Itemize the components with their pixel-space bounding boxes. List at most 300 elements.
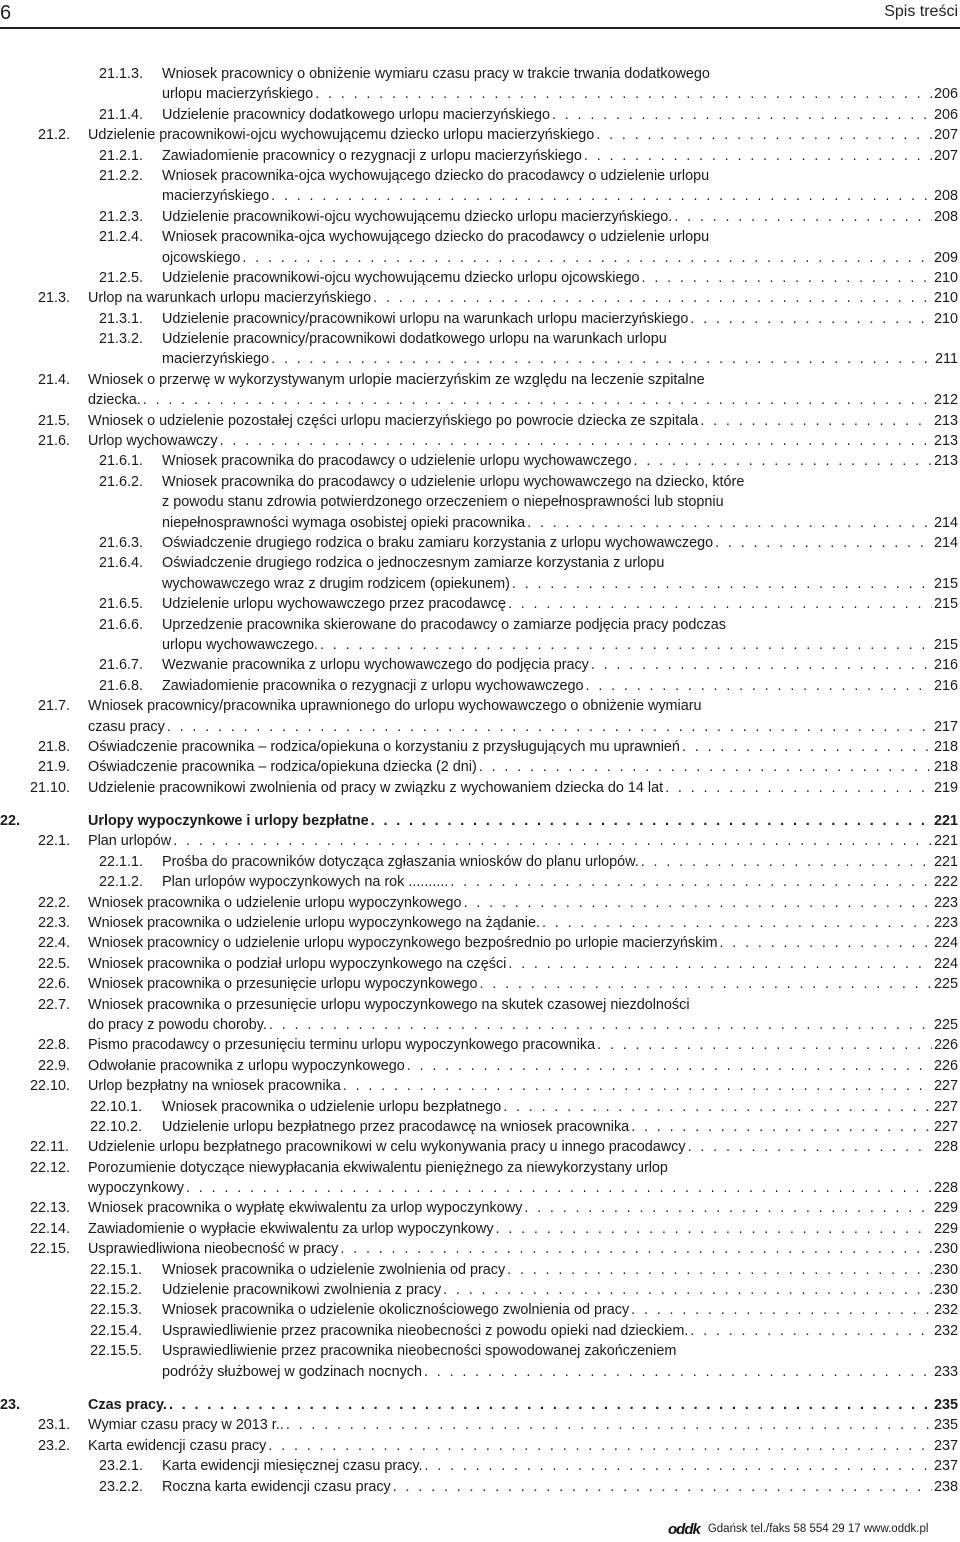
dot-leader bbox=[424, 1362, 932, 1382]
toc-page-number: 229 bbox=[933, 1200, 958, 1217]
toc-page-number: 226 bbox=[933, 1057, 958, 1074]
dot-leader bbox=[167, 717, 932, 737]
toc-number: 21.2.1. bbox=[99, 147, 144, 164]
toc-title: Wniosek o przerwę w wykorzystywanym urlopie macierzyńskim ze względu na leczenie szpitalne bbox=[88, 371, 705, 388]
toc-number: 22.15. bbox=[30, 1241, 71, 1258]
toc-chapter bbox=[0, 1395, 960, 1415]
toc-page-number: 228 bbox=[933, 1180, 958, 1197]
toc-title: Udzielenie pracownikowi-ojcu wychowującemu dziecko urlopu macierzyńskiego bbox=[88, 127, 595, 144]
toc-page-number: 209 bbox=[933, 249, 958, 266]
toc-title: Karta ewidencji miesięcznej czasu pracy. bbox=[162, 1458, 423, 1475]
toc-page-number: 206 bbox=[933, 86, 958, 103]
toc-page-number: 221 bbox=[933, 833, 958, 850]
toc-number: 21.2.2. bbox=[99, 167, 144, 184]
toc-entry bbox=[0, 1158, 960, 1178]
dot-leader bbox=[371, 811, 932, 831]
dot-leader bbox=[271, 349, 933, 369]
toc-title: Wniosek pracownika o udzielenie urlopu wypoczynkowego na żądanie. bbox=[88, 915, 540, 932]
dot-leader bbox=[688, 1137, 932, 1157]
toc-number: 21.6.2. bbox=[99, 473, 144, 490]
dot-leader bbox=[143, 390, 932, 410]
toc-entry bbox=[0, 472, 960, 492]
toc-title: Wniosek pracownicy o obniżenie wymiaru czasu pracy w trakcie trwania dodatkowego bbox=[162, 66, 710, 82]
toc-page-number: 235 bbox=[933, 1417, 958, 1434]
publisher-logo: oddk bbox=[668, 1520, 700, 1538]
toc-entry-continuation bbox=[0, 717, 960, 737]
dot-leader bbox=[591, 655, 932, 675]
toc-entry-continuation bbox=[0, 1362, 960, 1382]
header-rule bbox=[0, 27, 960, 29]
toc-number: 22.15.3. bbox=[90, 1302, 143, 1319]
dot-leader bbox=[631, 1300, 932, 1320]
toc-entry bbox=[0, 309, 960, 329]
toc-number: 21.8. bbox=[38, 738, 71, 755]
dot-leader bbox=[464, 893, 932, 913]
toc-number: 21.7. bbox=[38, 698, 71, 715]
table-of-contents bbox=[0, 64, 960, 1497]
toc-entry bbox=[0, 329, 960, 349]
toc-title: Wniosek pracownika do pracodawcy o udzielenie urlopu wychowawczego bbox=[162, 453, 632, 470]
dot-leader bbox=[700, 411, 932, 431]
dot-leader bbox=[320, 635, 932, 655]
toc-entry-continuation bbox=[0, 492, 960, 512]
toc-entry bbox=[0, 1300, 960, 1320]
toc-page-number: 229 bbox=[933, 1220, 958, 1237]
toc-page-number: 210 bbox=[933, 269, 958, 286]
dot-leader bbox=[508, 594, 932, 614]
toc-number: 22.5. bbox=[38, 955, 71, 972]
toc-entry bbox=[0, 431, 960, 451]
dot-leader bbox=[286, 1415, 932, 1435]
toc-entry bbox=[0, 872, 960, 892]
toc-title: Udzielenie urlopu bezpłatnego pracownikowi w celu wykonywania pracy u innego pracodawcy bbox=[88, 1139, 686, 1156]
toc-title: Usprawiedliwiona nieobecność w pracy bbox=[88, 1241, 339, 1258]
toc-page-number: 223 bbox=[933, 894, 958, 911]
toc-entry bbox=[0, 64, 960, 84]
toc-number: 22.1.2. bbox=[99, 874, 144, 891]
toc-number: 22.4. bbox=[38, 935, 71, 952]
toc-entry bbox=[0, 615, 960, 635]
dot-leader bbox=[343, 1076, 932, 1096]
toc-page-number: 210 bbox=[933, 290, 958, 307]
dot-leader bbox=[480, 974, 932, 994]
toc-title: Wniosek pracownika o wypłatę ekwiwalentu za urlop wypoczynkowy bbox=[88, 1200, 523, 1217]
toc-number: 23.2. bbox=[38, 1437, 71, 1454]
toc-title-continuation: macierzyńskiego bbox=[162, 351, 270, 368]
toc-title-continuation: urlopu wychowawczego. bbox=[162, 636, 318, 653]
toc-page-number: 222 bbox=[933, 874, 958, 891]
toc-entry bbox=[0, 146, 960, 166]
dot-leader bbox=[665, 778, 932, 798]
toc-number: 23.1. bbox=[38, 1417, 71, 1434]
toc-title-continuation: macierzyńskiego bbox=[162, 188, 270, 205]
toc-entry bbox=[0, 1076, 960, 1096]
toc-title: Urlopy wypoczynkowe i urlopy bezpłatne bbox=[88, 813, 369, 830]
toc-page-number: 225 bbox=[933, 976, 958, 993]
toc-title: Odwołanie pracownika z urlopu wypoczynkowego bbox=[88, 1057, 405, 1074]
toc-number: 21.6.1. bbox=[99, 453, 144, 470]
toc-entry bbox=[0, 553, 960, 573]
toc-number: 21.9. bbox=[38, 759, 71, 776]
dot-leader bbox=[393, 1477, 932, 1497]
toc-title: Plan urlopów bbox=[88, 833, 172, 850]
toc-number: 22.10. bbox=[30, 1078, 71, 1095]
toc-page-number: 232 bbox=[933, 1302, 958, 1319]
toc-title: Zawiadomienie pracownicy o rezygnacji z urlopu macierzyńskiego bbox=[162, 147, 582, 164]
dot-leader bbox=[634, 451, 932, 471]
toc-number: 22.6. bbox=[38, 976, 71, 993]
toc-number: 23.2.1. bbox=[99, 1458, 144, 1475]
dot-leader bbox=[674, 207, 932, 227]
toc-title: Prośba do pracowników dotycząca zgłaszania wniosków do planu urlopów. bbox=[162, 853, 639, 870]
dot-leader bbox=[443, 1280, 932, 1300]
toc-page-number: 224 bbox=[933, 955, 958, 972]
toc-page-number: 208 bbox=[933, 208, 958, 225]
toc-entry bbox=[0, 288, 960, 308]
toc-entry bbox=[0, 933, 960, 953]
toc-number: 22.11. bbox=[30, 1139, 69, 1156]
toc-page-number: 238 bbox=[933, 1478, 958, 1495]
toc-entry bbox=[0, 1280, 960, 1300]
toc-title: Udzielenie urlopu bezpłatnego przez pracodawcę na wniosek pracownika bbox=[162, 1118, 630, 1135]
toc-number: 22.10.1. bbox=[90, 1098, 143, 1115]
toc-number: 21.1.4. bbox=[99, 106, 144, 123]
toc-entry bbox=[0, 166, 960, 186]
toc-title-continuation: dziecka. bbox=[88, 392, 141, 409]
toc-number: 22.15.5. bbox=[90, 1343, 143, 1360]
toc-entry bbox=[0, 1436, 960, 1456]
toc-number: 21.6.4. bbox=[99, 555, 144, 572]
toc-page-number: 224 bbox=[933, 935, 958, 952]
dot-leader bbox=[507, 1260, 932, 1280]
toc-entry bbox=[0, 995, 960, 1015]
toc-entry bbox=[0, 411, 960, 431]
toc-entry bbox=[0, 268, 960, 288]
toc-number: 22.12. bbox=[30, 1159, 71, 1176]
toc-title: Wniosek pracownika o podział urlopu wypoczynkowego na części bbox=[88, 955, 507, 972]
toc-number: 22.13. bbox=[30, 1200, 71, 1217]
toc-entry bbox=[0, 1198, 960, 1218]
toc-number: 21.3.1. bbox=[99, 310, 144, 327]
toc-entry bbox=[0, 1477, 960, 1497]
toc-page-number: 215 bbox=[933, 575, 958, 592]
page-header bbox=[0, 0, 960, 28]
dot-leader bbox=[641, 852, 932, 872]
dot-leader bbox=[597, 1035, 932, 1055]
toc-title: Karta ewidencji czasu pracy bbox=[88, 1437, 267, 1454]
toc-page-number: 235 bbox=[933, 1397, 958, 1413]
toc-entry-continuation bbox=[0, 513, 960, 533]
toc-number: 21.6.6. bbox=[99, 616, 144, 633]
toc-number: 22.9. bbox=[38, 1057, 71, 1074]
toc-number: 21.3.2. bbox=[99, 331, 144, 348]
dot-leader bbox=[596, 125, 932, 145]
toc-number: 22.15.2. bbox=[90, 1282, 143, 1299]
dot-leader bbox=[479, 757, 932, 777]
toc-number: 22.2. bbox=[38, 894, 71, 911]
dot-leader bbox=[527, 513, 932, 533]
toc-page-number: 219 bbox=[933, 779, 958, 796]
dot-leader bbox=[424, 1456, 932, 1476]
toc-number: 22.3. bbox=[38, 915, 71, 932]
toc-number: 23. bbox=[0, 1397, 21, 1413]
toc-entry-continuation bbox=[0, 1178, 960, 1198]
toc-number: 21.2. bbox=[38, 127, 71, 144]
toc-title-continuation: urlopu macierzyńskiego bbox=[162, 86, 314, 103]
toc-title: Udzielenie pracownikowi-ojcu wychowującemu dziecko urlopu macierzyńskiego. bbox=[162, 208, 673, 225]
toc-title: Roczna karta ewidencji czasu pracy bbox=[162, 1478, 391, 1495]
toc-title-continuation: wychowawczego wraz z drugim rodzicem (opiekunem) bbox=[162, 575, 510, 592]
toc-page-number: 237 bbox=[933, 1458, 958, 1475]
toc-entry bbox=[0, 893, 960, 913]
toc-entry bbox=[0, 1456, 960, 1476]
toc-number: 22.1.1. bbox=[99, 853, 144, 870]
toc-entry bbox=[0, 1341, 960, 1361]
toc-page-number: 217 bbox=[933, 718, 958, 735]
toc-page-number: 213 bbox=[933, 412, 958, 429]
toc-number: 22.1. bbox=[38, 833, 71, 850]
toc-page-number: 216 bbox=[933, 677, 958, 694]
toc-number: 21.6.8. bbox=[99, 677, 144, 694]
toc-page-number: 218 bbox=[933, 738, 958, 755]
toc-entry bbox=[0, 1137, 960, 1157]
toc-title-continuation: ojcowskiego bbox=[162, 249, 241, 266]
toc-title: Udzielenie pracownikowi zwolnienia z pracy bbox=[162, 1282, 442, 1299]
toc-number: 21.6. bbox=[38, 433, 71, 450]
toc-number: 21.6.7. bbox=[99, 657, 144, 674]
toc-title: Wymiar czasu pracy w 2013 r.. bbox=[88, 1417, 284, 1434]
toc-title-continuation: niepełnosprawności wymaga osobistej opieki pracownika bbox=[162, 514, 526, 531]
toc-title: Wniosek pracownika o udzielenie urlopu bezpłatnego bbox=[162, 1098, 502, 1115]
toc-title-continuation: wypoczynkowy bbox=[88, 1180, 184, 1197]
toc-page-number: 213 bbox=[933, 453, 958, 470]
toc-entry bbox=[0, 1056, 960, 1076]
toc-title: Zawiadomienie pracownika o rezygnacji z urlopu wychowawczego bbox=[162, 677, 584, 694]
toc-number: 23.2.2. bbox=[99, 1478, 144, 1495]
toc-entry bbox=[0, 1239, 960, 1259]
publisher-contact: Gdańsk tel./faks 58 554 29 17 www.oddk.pl bbox=[707, 1523, 929, 1535]
dot-leader bbox=[720, 933, 932, 953]
dot-leader bbox=[315, 84, 932, 104]
toc-number: 21.2.5. bbox=[99, 269, 144, 286]
toc-title: Udzielenie pracownicy/pracownikowi urlopu na warunkach urlopu macierzyńskiego bbox=[162, 310, 689, 327]
dot-leader bbox=[340, 1239, 932, 1259]
toc-entry-continuation bbox=[0, 635, 960, 655]
toc-entry bbox=[0, 533, 960, 553]
toc-title: Wniosek pracownika o przesunięcie urlopu wypoczynkowego bbox=[88, 976, 478, 993]
toc-title: Wniosek pracownika-ojca wychowującego dziecko do pracodawcy o udzielenie urlopu bbox=[162, 167, 710, 184]
toc-number: 22.14. bbox=[30, 1220, 71, 1237]
toc-entry bbox=[0, 1260, 960, 1280]
toc-title-continuation: czasu pracy bbox=[88, 718, 165, 735]
toc-number: 22. bbox=[0, 813, 21, 830]
toc-entry bbox=[0, 913, 960, 933]
toc-page-number: 221 bbox=[933, 853, 958, 870]
dot-leader bbox=[690, 309, 932, 329]
toc-page-number: 233 bbox=[933, 1363, 958, 1380]
toc-page-number: 215 bbox=[933, 636, 958, 653]
toc-entry-continuation bbox=[0, 574, 960, 594]
section-title: Spis treści bbox=[884, 3, 958, 20]
toc-title: Udzielenie pracownicy/pracownikowi dodatkowego urlopu na warunkach urlopu bbox=[162, 331, 667, 348]
toc-entry bbox=[0, 1097, 960, 1117]
toc-entry-continuation bbox=[0, 84, 960, 104]
toc-title: Oświadczenie drugiego rodzica o jednoczesnym zamiarze korzystania z urlopu bbox=[162, 555, 665, 572]
toc-page-number: 206 bbox=[933, 106, 958, 123]
toc-entry bbox=[0, 676, 960, 696]
toc-title: Plan urlopów wypoczynkowych na rok .......... bbox=[162, 874, 449, 891]
toc-entry bbox=[0, 125, 960, 145]
toc-page-number: 228 bbox=[933, 1139, 958, 1156]
dot-leader bbox=[169, 1395, 932, 1415]
toc-number: 22.15.4. bbox=[90, 1322, 143, 1339]
toc-entry bbox=[0, 696, 960, 716]
toc-title: Czas pracy. bbox=[88, 1397, 167, 1413]
toc-page-number: 207 bbox=[933, 127, 958, 144]
dot-leader bbox=[503, 1097, 932, 1117]
toc-page-number: 210 bbox=[933, 310, 958, 327]
toc-title: Wniosek pracownika do pracodawcy o udzielenie urlopu wychowawczego na dziecko, które bbox=[162, 473, 745, 490]
toc-title-continuation: do pracy z powodu choroby. bbox=[88, 1016, 267, 1033]
toc-page-number: 227 bbox=[933, 1098, 958, 1115]
toc-page-number: 230 bbox=[933, 1282, 958, 1299]
toc-page-number: 208 bbox=[933, 188, 958, 205]
toc-number: 21.6.3. bbox=[99, 534, 144, 551]
toc-number: 21.2.3. bbox=[99, 208, 144, 225]
dot-leader bbox=[373, 288, 932, 308]
toc-entry bbox=[0, 1415, 960, 1435]
toc-entry bbox=[0, 757, 960, 777]
toc-title-continuation: podróży służbowej w godzinach nocnych bbox=[162, 1363, 422, 1380]
toc-number: 22.7. bbox=[38, 996, 71, 1013]
toc-page-number: 227 bbox=[933, 1118, 958, 1135]
dot-leader bbox=[186, 1178, 932, 1198]
toc-entry bbox=[0, 974, 960, 994]
toc-entry-continuation bbox=[0, 1015, 960, 1035]
dot-leader bbox=[552, 105, 932, 125]
toc-page-number: 216 bbox=[933, 657, 958, 674]
toc-entry bbox=[0, 831, 960, 851]
dot-leader bbox=[642, 268, 932, 288]
toc-number: 21.1.3. bbox=[99, 66, 144, 82]
dot-leader bbox=[690, 1321, 932, 1341]
toc-number: 21.2.4. bbox=[99, 229, 144, 246]
toc-page-number: 230 bbox=[933, 1241, 958, 1258]
dot-leader bbox=[407, 1056, 932, 1076]
toc-entry bbox=[0, 1117, 960, 1137]
dot-leader bbox=[584, 146, 932, 166]
dot-leader bbox=[524, 1198, 932, 1218]
toc-entry bbox=[0, 1219, 960, 1239]
page-number: 6 bbox=[0, 2, 12, 24]
toc-page-number: 227 bbox=[933, 1078, 958, 1095]
toc-title-continuation: z powodu stanu zdrowia potwierdzonego orzeczeniem o niepełnosprawności lub stopniu bbox=[162, 494, 724, 511]
dot-leader bbox=[220, 431, 932, 451]
toc-title: Oświadczenie pracownika – rodzica/opiekuna o korzystaniu z przysługujących mu uprawnień bbox=[88, 738, 680, 755]
toc-title: Wezwanie pracownika z urlopu wychowawczego do podjęcia pracy bbox=[162, 657, 589, 674]
dot-leader bbox=[269, 1015, 932, 1035]
toc-title: Zawiadomienie o wypłacie ekwiwalentu za urlop wypoczynkowy bbox=[88, 1220, 494, 1237]
dot-leader bbox=[715, 533, 932, 553]
toc-page-number: 218 bbox=[933, 759, 958, 776]
dot-leader bbox=[542, 913, 932, 933]
dot-leader bbox=[450, 872, 932, 892]
toc-title: Wniosek pracownika o udzielenie urlopu wypoczynkowego bbox=[88, 894, 462, 911]
toc-title: Wniosek o udzielenie pozostałej części urlopu macierzyńskiego po powrocie dziecka ze szpitala bbox=[88, 412, 699, 429]
dot-leader bbox=[631, 1117, 932, 1137]
toc-entry bbox=[0, 852, 960, 872]
toc-number: 21.4. bbox=[38, 371, 71, 388]
toc-entry bbox=[0, 737, 960, 757]
toc-page-number: 221 bbox=[933, 813, 958, 830]
toc-number: 22.15.1. bbox=[90, 1261, 143, 1278]
toc-number: 22.8. bbox=[38, 1037, 71, 1054]
toc-title: Wniosek pracownika o udzielenie okolicznościowego zwolnienia od pracy bbox=[162, 1302, 630, 1319]
toc-entry bbox=[0, 1321, 960, 1341]
toc-title: Wniosek pracownika o udzielenie zwolnienia od pracy bbox=[162, 1261, 506, 1278]
toc-entry bbox=[0, 370, 960, 390]
dot-leader bbox=[268, 1436, 932, 1456]
toc-page-number: 232 bbox=[933, 1322, 958, 1339]
toc-page-number: 223 bbox=[933, 915, 958, 932]
toc-title: Urlop na warunkach urlopu macierzyńskiego bbox=[88, 290, 372, 307]
toc-entry bbox=[0, 594, 960, 614]
toc-number: 21.6.5. bbox=[99, 596, 144, 613]
dot-leader bbox=[512, 574, 932, 594]
toc-entry bbox=[0, 1035, 960, 1055]
toc-number: 22.10.2. bbox=[90, 1118, 143, 1135]
toc-entry bbox=[0, 451, 960, 471]
toc-entry bbox=[0, 655, 960, 675]
toc-entry-continuation bbox=[0, 248, 960, 268]
toc-number: 21.5. bbox=[38, 412, 71, 429]
toc-title: Udzielenie pracownikowi-ojcu wychowującemu dziecko urlopu ojcowskiego bbox=[162, 269, 640, 286]
toc-title: Udzielenie pracownicy dodatkowego urlopu macierzyńskiego bbox=[162, 106, 550, 123]
page-footer bbox=[668, 1520, 960, 1538]
toc-number: 21.3. bbox=[38, 290, 71, 307]
dot-leader bbox=[586, 676, 932, 696]
toc-page-number: 213 bbox=[933, 433, 958, 450]
toc-entry-continuation bbox=[0, 349, 960, 369]
toc-page-number: 225 bbox=[933, 1016, 958, 1033]
toc-title: Wniosek pracownicy/pracownika uprawnionego do urlopu wychowawczego o obniżenie wymiaru bbox=[88, 698, 702, 715]
toc-title: Usprawiedliwienie przez pracownika nieobecności spowodowanej zakończeniem bbox=[162, 1343, 677, 1360]
dot-leader bbox=[271, 186, 932, 206]
dot-leader bbox=[496, 1219, 932, 1239]
toc-title: Oświadczenie drugiego rodzica o braku zamiaru korzystania z urlopu wychowawczego bbox=[162, 534, 714, 551]
toc-page-number: 237 bbox=[933, 1437, 958, 1454]
toc-page-number: 230 bbox=[933, 1261, 958, 1278]
toc-entry-continuation bbox=[0, 186, 960, 206]
toc-title: Udzielenie pracownikowi zwolnienia od pracy w związku z wychowaniem dziecka do 14 lat bbox=[88, 779, 664, 796]
toc-title: Wniosek pracownika-ojca wychowującego dziecko do pracodawcy o udzielenie urlopu bbox=[162, 229, 710, 246]
dot-leader bbox=[173, 831, 932, 851]
toc-title: Uprzedzenie pracownika skierowane do pracodawcy o zamiarze podjęcia pracy podczas bbox=[162, 616, 726, 633]
toc-title: Wniosek pracownika o przesunięcie urlopu wypoczynkowego na skutek czasowej niezdolności bbox=[88, 996, 690, 1013]
toc-entry-continuation bbox=[0, 390, 960, 410]
toc-title: Urlop bezpłatny na wniosek pracownika bbox=[88, 1078, 341, 1095]
toc-page-number: 215 bbox=[933, 596, 958, 613]
toc-entry bbox=[0, 954, 960, 974]
toc-page-number: 212 bbox=[933, 392, 958, 409]
dot-leader bbox=[682, 737, 932, 757]
toc-title: Oświadczenie pracownika – rodzica/opiekuna dziecka (2 dni) bbox=[88, 759, 477, 776]
toc-entry bbox=[0, 105, 960, 125]
toc-entry bbox=[0, 778, 960, 798]
toc-number: 21.10. bbox=[30, 779, 71, 796]
toc-title: Usprawiedliwienie przez pracownika nieobecności z powodu opieki nad dzieckiem. bbox=[162, 1322, 689, 1339]
toc-page-number: 226 bbox=[933, 1037, 958, 1054]
